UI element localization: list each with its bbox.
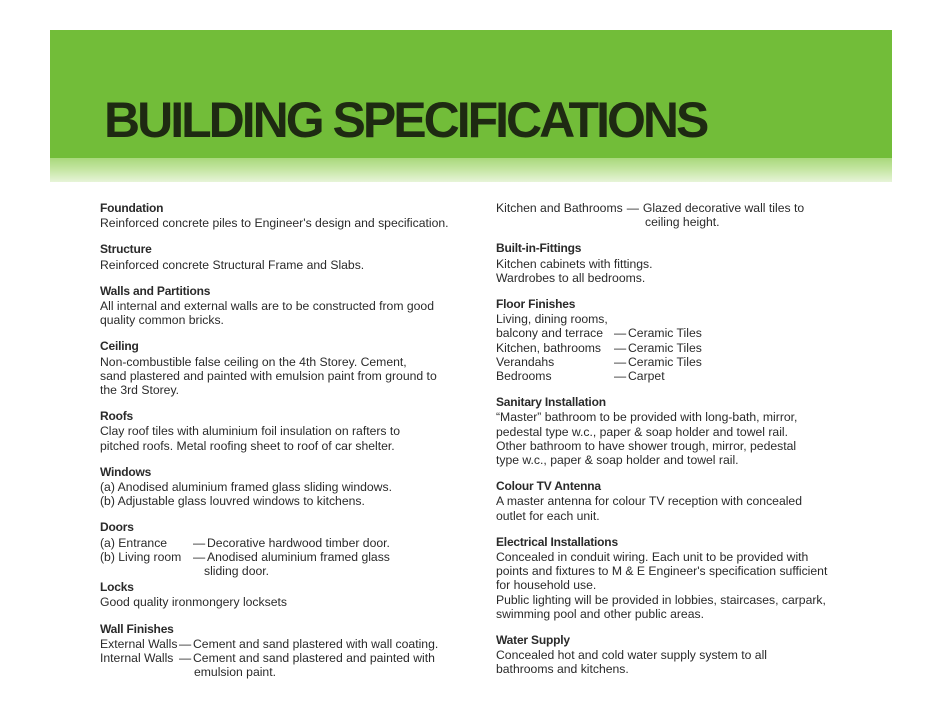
section-text: pitched roofs. Metal roofing sheet to roof of car shelter.	[100, 438, 395, 453]
spec-label: Verandahs	[496, 354, 555, 369]
section-text: Concealed hot and cold water supply system to all	[496, 648, 767, 663]
section-locks	[100, 580, 480, 609]
section-heading: Foundation	[100, 201, 164, 215]
section-heading: Colour TV Antenna	[496, 479, 601, 494]
spec-dash: —	[614, 326, 627, 341]
section-walls	[100, 284, 480, 328]
section-text: All internal and external walls are to be constructed from good	[100, 299, 434, 314]
section-sanitary	[496, 395, 856, 467]
right-column	[496, 201, 856, 689]
page-title: BUILDING SPECIFICATIONS	[104, 92, 707, 148]
section-heading: Ceiling	[100, 339, 139, 354]
left-column	[100, 201, 480, 691]
section-text: Living, dining rooms,	[496, 312, 608, 327]
section-roofs	[100, 409, 480, 453]
section-text: (b) Adjustable glass louvred windows to kitchens.	[100, 494, 365, 509]
spec-value: Anodised aluminium framed glass	[207, 549, 390, 564]
spec-label: balcony and terrace	[496, 326, 604, 341]
section-electrical	[496, 535, 856, 621]
section-text: pedestal type w.c., paper & soap holder and towel rail.	[496, 424, 788, 439]
section-text: Public lighting will be provided in lobbies, staircases, carpark,	[496, 592, 826, 607]
section-heading: Water Supply	[496, 633, 570, 648]
section-text: Wardrobes to all bedrooms.	[496, 270, 646, 285]
spec-row	[100, 651, 480, 665]
spec-value: Decorative hardwood timber door.	[207, 535, 390, 550]
section-heading: Doors	[100, 520, 134, 535]
spec-dash: —	[193, 535, 206, 550]
spec-label: Kitchen, bathrooms	[496, 340, 602, 355]
spec-row	[496, 341, 856, 355]
section-text: Reinforced concrete piles to Engineer's design and specification.	[100, 216, 449, 231]
spec-row	[100, 637, 480, 651]
spec-row	[100, 550, 480, 564]
spec-dash: —	[179, 636, 192, 651]
spec-dash: —	[193, 549, 206, 564]
section-heading: Structure	[100, 242, 152, 257]
section-kitchen-bathrooms	[496, 201, 856, 229]
section-colour-tv	[496, 479, 856, 523]
section-text: swimming pool and other public areas.	[496, 606, 704, 621]
section-text: bathrooms and kitchens.	[496, 662, 629, 677]
section-heading: Electrical Installations	[496, 534, 618, 549]
section-text: Clay roof tiles with aluminium foil insulation on rafters to	[100, 424, 401, 439]
section-heading: Built-in-Fittings	[496, 241, 582, 256]
spec-dash: —	[614, 340, 627, 355]
section-wall-finishes	[100, 622, 480, 680]
spec-row	[100, 536, 480, 550]
section-text: “Master” bathroom to be provided with long-bath, mirror,	[496, 410, 798, 425]
section-text: Reinforced concrete Structural Frame and Slabs.	[100, 257, 365, 272]
spec-value: Ceramic Tiles	[628, 340, 702, 355]
section-text: sand plastered and painted with emulsion paint from ground to	[100, 368, 437, 383]
section-text: A master antenna for colour TV reception with concealed	[496, 494, 802, 509]
spec-dash: —	[626, 201, 639, 215]
spec-value-continued: emulsion paint.	[194, 665, 276, 680]
section-text: Concealed in conduit wiring. Each unit to be provided with	[496, 550, 809, 565]
section-text: (a) Anodised aluminium framed glass sliding windows.	[100, 480, 392, 495]
section-doors	[100, 520, 480, 578]
section-water-supply	[496, 633, 856, 677]
spec-value: Ceramic Tiles	[628, 326, 702, 341]
section-text: Other bathroom to have shower trough, mirror, pedestal	[496, 438, 797, 453]
spec-label: Bedrooms	[496, 369, 552, 384]
section-structure	[100, 242, 480, 271]
spec-value: Cement and sand plastered and painted with	[193, 651, 435, 666]
section-heading: Roofs	[100, 409, 133, 424]
section-foundation	[100, 201, 480, 230]
section-heading: Locks	[100, 580, 134, 595]
section-text: the 3rd Storey.	[100, 383, 180, 398]
spec-label: (a) Entrance	[100, 535, 168, 550]
banner-gradient-strip	[50, 158, 892, 182]
section-heading: Windows	[100, 464, 152, 479]
spec-row	[496, 326, 856, 340]
section-text: outlet for each unit.	[496, 508, 600, 523]
spec-value-continued: sliding door.	[204, 564, 270, 579]
section-floor-finishes	[496, 297, 856, 383]
section-heading: Sanitary Installation	[496, 395, 606, 410]
section-text: type w.c., paper & soap holder and towel rail.	[496, 453, 739, 468]
section-ceiling	[100, 339, 480, 397]
spec-row	[496, 369, 856, 383]
spec-label: (b) Living room	[100, 549, 182, 564]
section-text: Kitchen cabinets with fittings.	[496, 256, 653, 271]
spec-label: External Walls	[100, 636, 178, 651]
spec-dash: —	[614, 354, 627, 369]
section-heading: Floor Finishes	[496, 297, 576, 312]
spec-row	[496, 201, 856, 215]
section-text: Non-combustible false ceiling on the 4th Storey. Cement,	[100, 354, 407, 369]
spec-value-continued: ceiling height.	[645, 215, 720, 230]
section-windows	[100, 465, 480, 509]
spec-value: Ceramic Tiles	[628, 354, 702, 369]
spec-dash: —	[614, 369, 627, 384]
spec-value: Carpet	[628, 369, 665, 384]
section-heading: Walls and Partitions	[100, 283, 211, 298]
spec-value: Glazed decorative wall tiles to	[642, 201, 805, 215]
spec-row	[496, 355, 856, 369]
section-heading: Wall Finishes	[100, 621, 174, 636]
spec-value: Cement and sand plastered with wall coating.	[193, 636, 439, 651]
section-built-in-fittings	[496, 241, 856, 285]
spec-label: Internal Walls	[100, 651, 174, 666]
section-text: Good quality ironmongery locksets	[100, 595, 287, 610]
spec-dash: —	[179, 651, 192, 666]
section-text: for household use.	[496, 578, 597, 593]
spec-label: Kitchen and Bathrooms	[496, 201, 623, 215]
section-text: quality common bricks.	[100, 313, 224, 328]
section-text: points and fixtures to M & E Engineer's specification sufficient	[496, 564, 828, 579]
